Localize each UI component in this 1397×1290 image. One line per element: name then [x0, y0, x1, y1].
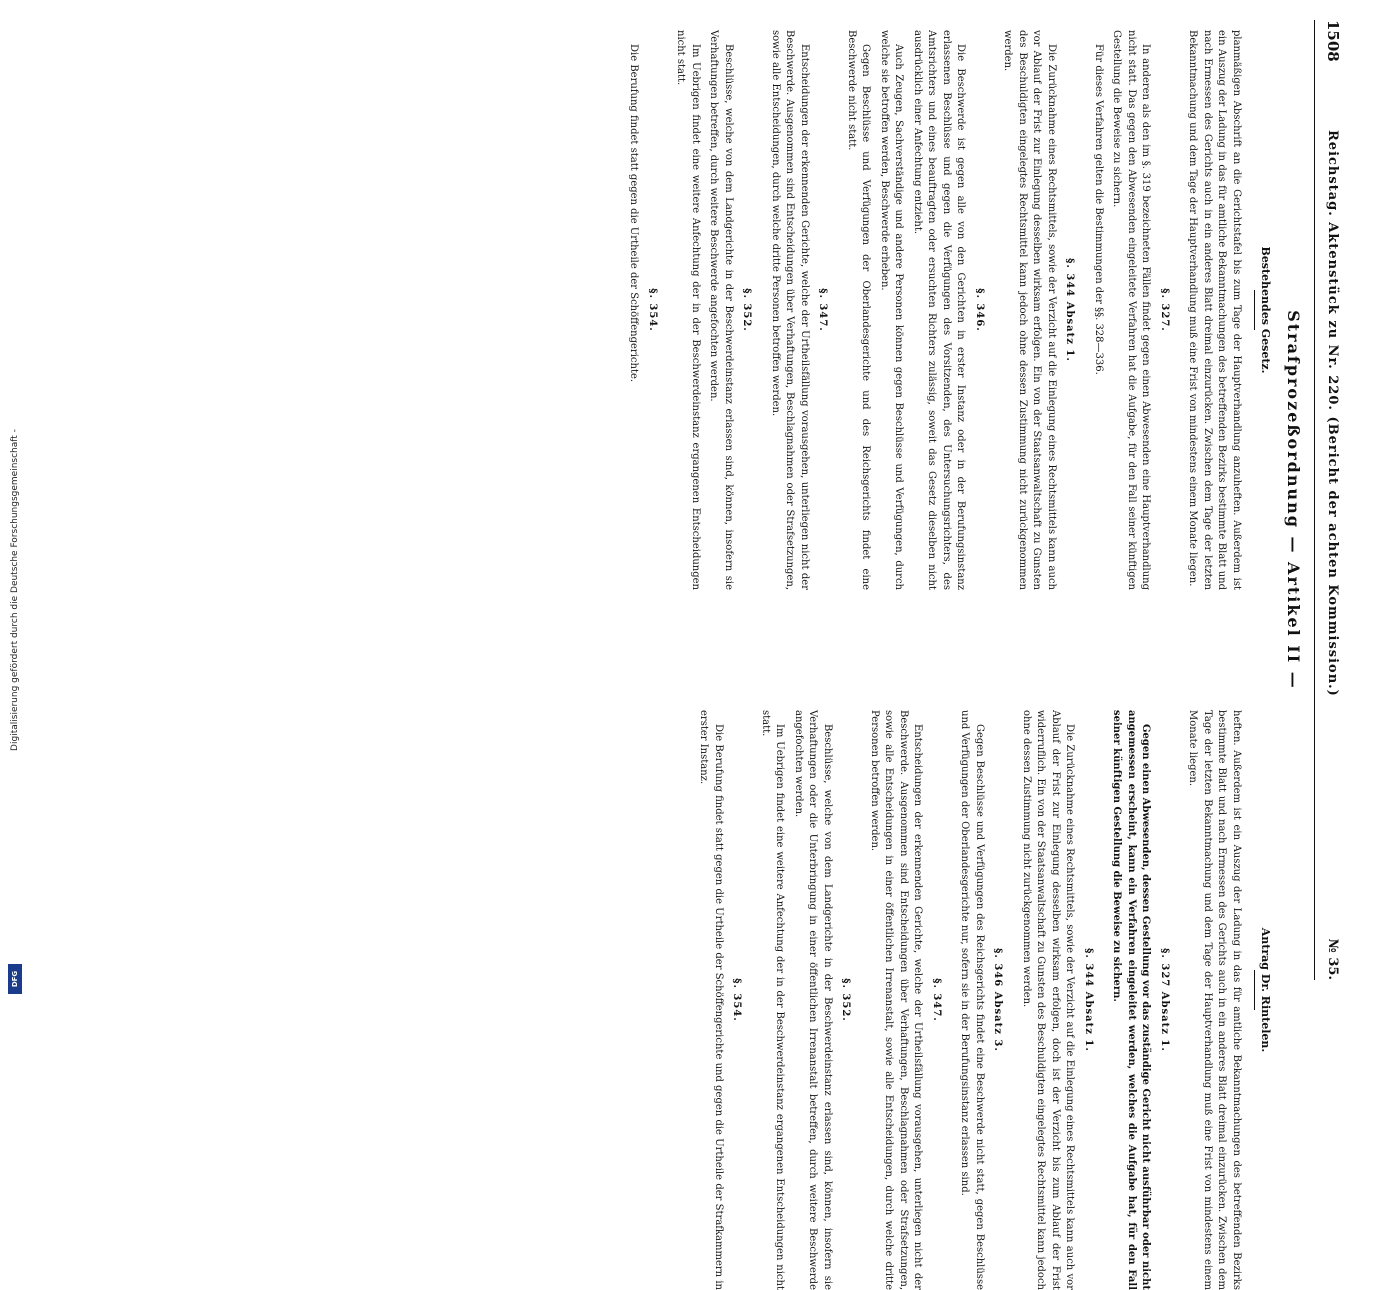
right-s346-heading: §. 346 Absatz 3.	[992, 948, 1004, 1052]
left-s327-text2: Für dieses Verfahren gelten die Bestimmungen der §§. 328—336.	[1093, 44, 1104, 375]
left-title-rule	[1254, 290, 1255, 330]
digitization-credit-strip	[4, 0, 26, 1000]
left-intro: planmäßigen Abschrift an die Gerichtstafel bis zum Tage der Hauptverhandlung anzuheften. Außerdem ist ein Auszug der Ladung in das für amtliche Bekanntmachungen des betreffenden Bezirks bestimmte Blatt und nach Ermessen des Gerichts auch in ein anderes Blatt dreimal einzurücken. Zwischen dem Tage der letzten Bekanntmachung und dem Tage der Hauptverhandlung muß eine Frist von mindestens einem Monate liegen.	[1187, 30, 1242, 590]
right-s327-heading: §. 327 Absatz 1.	[1159, 948, 1170, 1052]
right-s352-heading: §. 352.	[840, 978, 852, 1022]
right-intro: heften. Außerdem ist ein Auszug der Ladung in das für amtliche Bekanntmachungen des betreffenden Bezirks bestimmte Blatt und nach Ermessen des Gerichts auch in ein anderes Blatt dreimal einzurücken. Zwischen dem Tage der letzten Bekanntmachung und dem Tage der Hauptverhandlung muß eine Frist von mindestens einem Monate liegen.	[1187, 710, 1242, 1290]
page-number: 1508	[1324, 20, 1342, 62]
header-rule	[1314, 20, 1315, 980]
digitization-credit-text: Digitalisierung gefördert durch die Deutsche Forschungsgemeinschaft -	[10, 429, 20, 751]
left-s347-heading: §. 347.	[817, 288, 829, 332]
right-column-title: Antrag Dr. Rintelen.	[1259, 927, 1272, 1053]
section-title: Strafprozeßordnung — Artikel II —	[1284, 310, 1303, 690]
right-s352-text2: Im Uebrigen findet eine weitere Anfechtung der in der Beschwerdeinstanz ergangenen Entscheidungen nicht statt.	[760, 710, 786, 1290]
running-title: Reichstag. Aktenstück zu Nr. 220. (Bericht der achten Kommission.)	[1325, 130, 1340, 697]
right-s354-text: Die Berufung findet statt gegen die Urtheile der Schöffengerichte und gegen die Urtheile der Strafkammern in erster Instanz.	[698, 710, 724, 1290]
left-column-title: Bestehendes Gesetz.	[1259, 246, 1272, 374]
page-header	[1317, 20, 1343, 980]
right-s344-text: Die Zurücknahme eines Rechtsmittels, sowie der Verzicht auf die Einlegung eines Rechtsmittels kann auch vor Ablauf der Frist zur Einlegung desselben wirksam erfolgen, doch ist der Verzicht bis zum Ablauf der Frist widerruflich. Ein von der Staatsanwaltschaft zu Gunsten des Beschuldigten eingelegtes Rechtsmittel kann jedoch ohne dessen Zustimmung nicht zurückgenommen werden.	[1021, 710, 1076, 1290]
dfg-logo-text: DFG	[11, 970, 19, 988]
left-s354-heading: §. 354.	[647, 288, 658, 332]
left-s354-text: Die Berufung findet statt gegen die Urtheile der Schöffengerichte.	[628, 44, 640, 383]
left-s327-text: In anderen als den im §. 319 bezeichneten Fällen findet gegen einen Abwesenden eine Hauptverhandlung nicht statt. Das gegen den Abwesenden eingeleitete Verfahren hat die Aufgabe, für den Fall seiner künftigen Gestellung die Beweise zu sichern.	[1111, 30, 1152, 590]
right-s344-heading: §. 344 Absatz 1.	[1083, 948, 1094, 1052]
left-s344-text: Die Zurücknahme eines Rechtsmittels, sowie der Verzicht auf die Einlegung eines Rechtsmittels kann auch vor Ablauf der Frist zur Einlegung desselben wirksam erfolgen. Ein von der Staatsanwaltschaft zu Gunsten des Beschuldigten eingelegtes Rechtsmittel kann jedoch ohne dessen Zustimmung nicht zurückgenommen werden.	[1002, 30, 1057, 590]
left-s327-heading: §. 327.	[1159, 288, 1170, 332]
left-s347-text: Entscheidungen der erkennenden Gerichte, welche der Urtheilsfällung vorausgehen, unterliegen nicht der Beschwerde. Ausgenommen sind Entscheidungen über Verhaftungen, Beschlagnahmen oder Strafsetzungen, sowie alle Entscheidungen, durch welche dritte Personen betroffen werden.	[770, 30, 810, 590]
left-s352-heading: §. 352.	[741, 288, 753, 332]
right-s352-text: Beschlüsse, welche von dem Landgerichte in der Beschwerdeinstanz erlassen sind, können, insofern sie Verhaftungen oder die Unterbringung in einer öffentlichen Irrenanstalt betreffen, durch weitere Beschwerde angefochten werden.	[793, 710, 833, 1290]
left-s346-text2: Auch Zeugen, Sachverständige und andere Personen können gegen Beschlüsse und Verfügungen, durch welche sie betroffen werden, Beschwerde erheben.	[879, 30, 905, 590]
left-s346-heading: §. 346.	[974, 288, 985, 332]
left-s344-heading: §. 344 Absatz 1.	[1064, 258, 1076, 362]
right-s347-text: Entscheidungen der erkennenden Gerichte, welche der Urtheilsfällung vorausgehen, unterliegen nicht der Beschwerde. Ausgenommen sind Entscheidungen über Verhaftungen, Beschlagnahmen oder Strafsetzungen, sowie alle Entscheidungen in einer öffentlichen Irrenanstalt, sowie alle Entscheidungen, durch welche dritte Personen betroffen werden.	[869, 710, 924, 1290]
right-s346-text: Gegen Beschlüsse und Verfügungen des Reichsgerichts findet eine Beschwerde nicht statt, gegen Beschlüsse und Verfügungen der Oberlandesgerichte nur, sofern sie in der Berufungsinstanz erlassen sind.	[959, 710, 985, 1290]
right-title-rule	[1254, 970, 1255, 1010]
right-column	[692, 710, 1243, 1290]
left-s346-text3: Gegen Beschlüsse und Verfügungen der Oberlandesgerichte und des Reichsgerichts findet eine Beschwerde nicht statt.	[846, 30, 872, 590]
issue-number: № 35.	[1325, 938, 1340, 980]
left-column	[622, 30, 1243, 590]
right-s347-heading: §. 347.	[931, 978, 942, 1022]
left-s346-text: Die Beschwerde ist gegen alle von den Gerichten in erster Instanz oder in der Berufungsinstanz erlassenen Beschlüsse und gegen die Verfügungen des Vorsitzenden, des Untersuchungsrichters, des Amtsrichters und eines beauftragten oder ersuchten Richters zulässig, soweit das Gesetz dieselben nicht ausdrücklich einer Anfechtung entzieht.	[912, 30, 967, 590]
scanned-page	[45, 10, 1355, 1290]
right-s327-text: Gegen einen Abwesenden, dessen Gestellung vor das zuständige Gericht nicht ausführbar oder nicht angemessen erscheint, kann ein Verfahren eingeleitet werden, welches die Aufgabe hat, für den Fall seiner künftigen Gestellung die Beweise zu sichern.	[1111, 710, 1152, 1290]
scanned-page-viewport	[30, 0, 1370, 1290]
left-s352-text: Beschlüsse, welche von dem Landgerichte in der Beschwerdeinstanz erlassen sind, können, insofern sie Verhaftungen betreffen, durch weitere Beschwerde angefochten werden.	[708, 30, 734, 590]
dfg-logo	[8, 964, 22, 994]
left-s352-text2: Im Uebrigen findet eine weitere Anfechtung der in der Beschwerdeinstanz ergangenen Entscheidungen nicht statt.	[675, 30, 701, 590]
right-s354-heading: §. 354.	[731, 978, 743, 1022]
